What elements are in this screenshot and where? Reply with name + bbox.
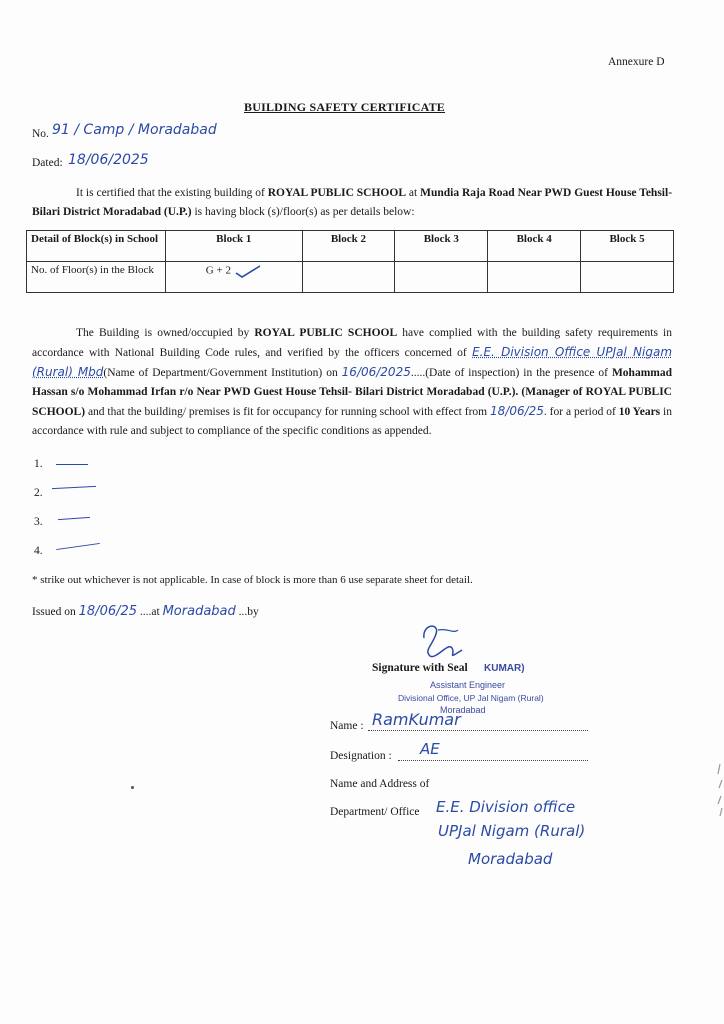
signature-label: Signature with Seal	[372, 662, 468, 674]
table-header-cell: Detail of Block(s) in School	[27, 231, 166, 262]
condition-3: 3.	[34, 516, 43, 528]
table-header-cell: Block 4	[488, 231, 581, 262]
designation-handwritten: AE	[420, 740, 440, 758]
table-header-row	[27, 231, 674, 262]
condition-dash	[56, 543, 100, 550]
school-name: ROYAL PUBLIC SCHOOL	[267, 187, 406, 199]
school-address: Mundia Raja Road Near PWD Guest House Tehsil- Bilari District Moradabad (U.P.)	[32, 187, 673, 218]
name-address-label: Name and Address of	[330, 778, 430, 790]
table-cell	[302, 262, 395, 293]
designation-dotted-line	[398, 760, 588, 761]
condition-dash	[58, 517, 90, 520]
issued-place-handwritten: Moradabad	[162, 604, 236, 619]
table-header-cell: Block 2	[302, 231, 395, 262]
table-cell	[581, 262, 674, 293]
department-handwritten: E.E. Division Office UPJal Nigam (Rural) Mbd	[32, 345, 673, 379]
main-paragraph: The Building is owned/occupied by ROYAL PUBLIC SCHOOL have complied with the building safety requirements in accordance with National Building Code rules, and verified by the officers concerned of E.E. Division Office UPJal Nigam (Rural) Mbd(Name of Department/Government Institution) on 16/06/2025.....(Date of inspection) in the presence of Mohammad Hassan s/o Mohammad Irfan r/o Near PWD Guest House Tehsil- Bilari District Moradabad (U.P.). (Manager of ROYAL PUBLIC SCHOOL) and that the building/ premises is fit for occupancy for running school with effect from 18/06/25. for a period of 10 Years in accordance with rule and subject to compliance of the specific conditions as appended.	[32, 327, 673, 437]
dept-office-label: Department/ Office	[330, 806, 420, 818]
name-label: Name :	[330, 720, 364, 732]
table-row	[27, 262, 674, 293]
dept-handwritten-line2: UPJal Nigam (Rural)	[438, 822, 586, 840]
condition-dash	[52, 486, 96, 489]
scan-edge-mark	[714, 760, 724, 820]
dept-handwritten-line3: Moradabad	[468, 850, 553, 868]
stamp-place: Moradabad	[440, 705, 486, 715]
annexure-label: Annexure D	[608, 56, 665, 68]
condition-1: 1.	[34, 458, 43, 470]
name-dotted-line	[368, 730, 588, 731]
effect-date-handwritten: 18/06/25	[490, 404, 544, 418]
stamp-office: Divisional Office, UP Jal Nigam (Rural)	[398, 693, 544, 703]
strike-out-note: * strike out whichever is not applicable. In case of block is more than 6 use separate sheet for detail.	[32, 574, 473, 586]
stamp-designation: Assistant Engineer	[430, 680, 506, 690]
no-label: No.	[32, 128, 49, 140]
block-table	[26, 230, 674, 293]
condition-4: 4.	[34, 545, 43, 557]
stamp-name: KUMAR)	[484, 663, 525, 674]
checkmark-icon	[234, 264, 262, 278]
stray-dot	[131, 786, 134, 789]
inspection-date-handwritten: 16/06/2025	[341, 365, 411, 379]
table-header-cell: Block 1	[166, 231, 303, 262]
table-cell-block1: G + 2	[166, 262, 303, 293]
table-cell	[395, 262, 488, 293]
table-cell	[488, 262, 581, 293]
dept-handwritten-line1: E.E. Division office	[436, 798, 576, 816]
no-value: 91 / Camp / Moradabad	[52, 122, 217, 138]
intro-paragraph: It is certified that the existing building of ROYAL PUBLIC SCHOOL at Mundia Raja Road Near PWD Guest House Tehsil- Bilari District Moradabad (U.P.) is having block (s)/floor(s) as per details below:	[32, 187, 673, 218]
designation-label: Designation :	[330, 750, 392, 762]
dated-label: Dated:	[32, 157, 63, 169]
table-header-cell: Block 3	[395, 231, 488, 262]
dated-value: 18/06/2025	[68, 152, 149, 168]
table-header-cell: Block 5	[581, 231, 674, 262]
issued-date-handwritten: 18/06/25	[78, 604, 138, 619]
table-row-label: No. of Floor(s) in the Block	[27, 262, 166, 293]
name-handwritten: RamKumar	[372, 710, 461, 729]
signature-scribble-icon	[418, 620, 468, 664]
certificate-title: BUILDING SAFETY CERTIFICATE	[244, 100, 446, 114]
issued-on-line: Issued on 18/06/25 ....at Moradabad ...by	[32, 604, 259, 619]
condition-dash	[56, 464, 88, 465]
condition-2: 2.	[34, 487, 43, 499]
